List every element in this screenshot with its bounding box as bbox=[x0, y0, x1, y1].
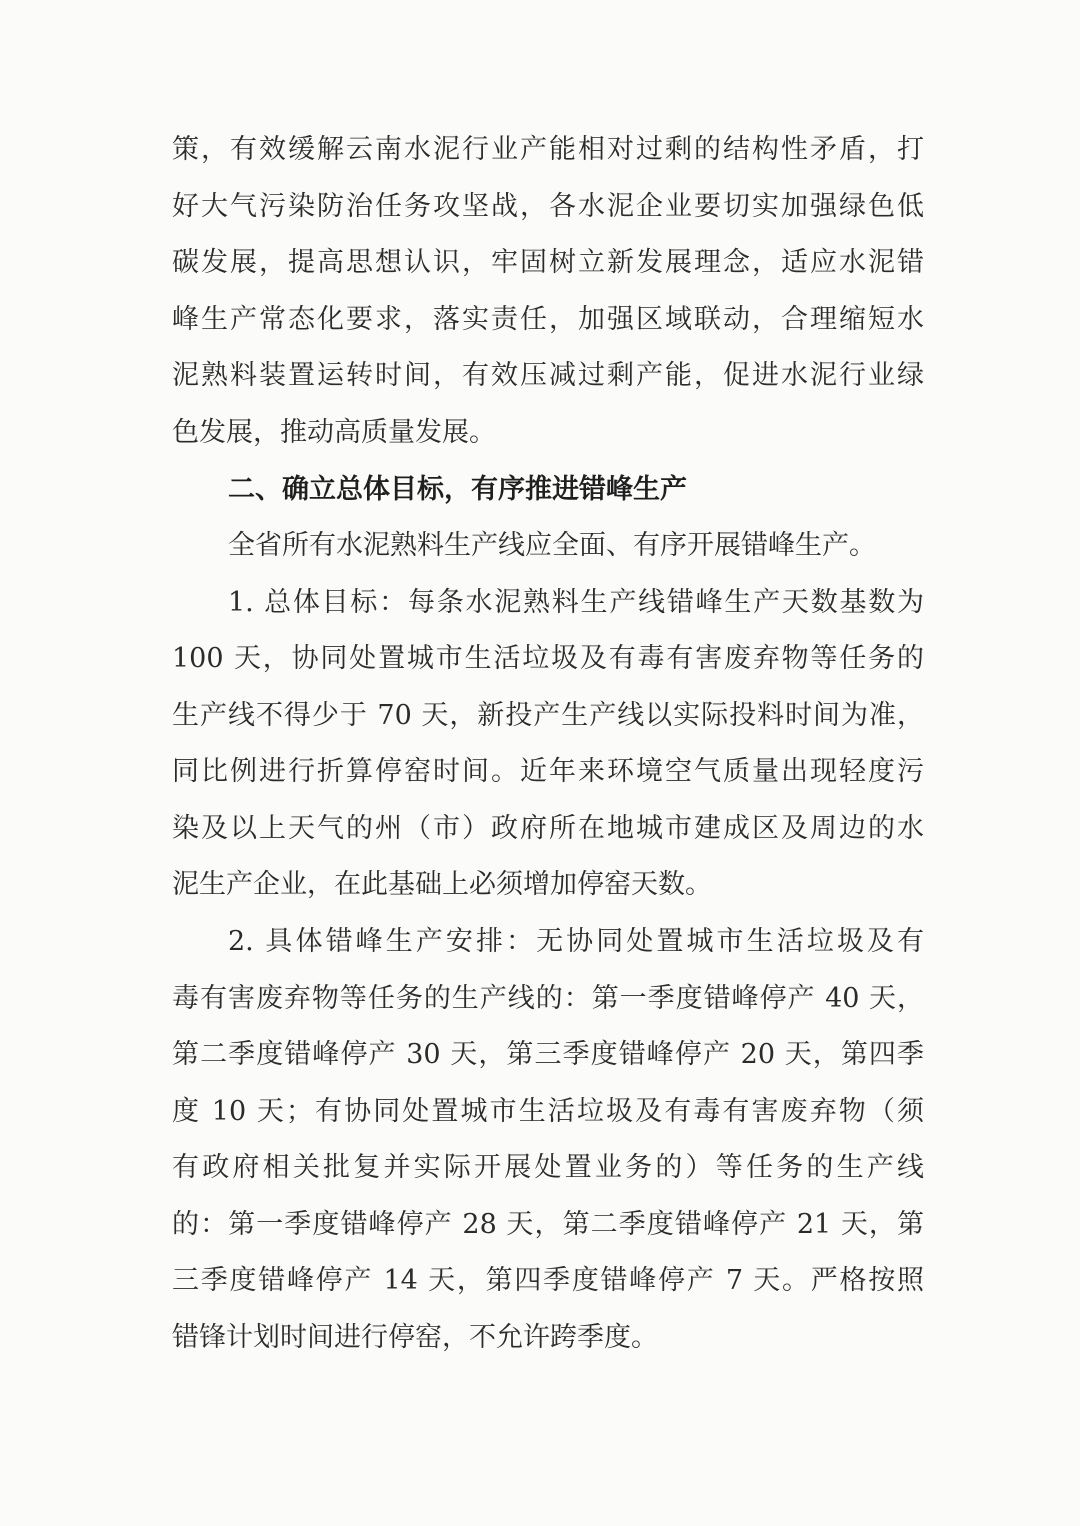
body-text-line: 错锋计划时间进行停窑，不允许跨季度。 bbox=[172, 1322, 658, 1353]
body-text-line: 有政府相关批复并实际开展处置业务的）等任务的生产线 bbox=[172, 1152, 924, 1183]
body-text-line: 泥熟料装置运转时间，有效压减过剩产能，促进水泥行业绿 bbox=[172, 360, 924, 391]
section-heading: 二、确立总体目标，有序推进错峰生产 bbox=[228, 474, 687, 505]
body-text-line: 生产线不得少于 70 天，新投产生产线以实际投料时间为准， bbox=[172, 700, 924, 731]
body-text-line: 度 10 天；有协同处置城市生活垃圾及有毒有害废弃物（须 bbox=[172, 1096, 924, 1127]
body-text-line: 泥生产企业，在此基础上必须增加停窑天数。 bbox=[172, 869, 712, 900]
body-text-line: 2. 具体错峰生产安排：无协同处置城市生活垃圾及有 bbox=[228, 926, 924, 957]
body-text-line: 染及以上天气的州（市）政府所在地城市建成区及周边的水 bbox=[172, 813, 924, 844]
body-text-line: 色发展，推动高质量发展。 bbox=[172, 417, 496, 448]
body-text-line: 碳发展，提高思想认识，牢固树立新发展理念，适应水泥错 bbox=[172, 247, 924, 278]
body-text-line: 全省所有水泥熟料生产线应全面、有序开展错峰生产。 bbox=[228, 530, 876, 561]
body-text-line: 100 天，协同处置城市生活垃圾及有毒有害废弃物等任务的 bbox=[172, 643, 924, 674]
body-text-line: 毒有害废弃物等任务的生产线的：第一季度错峰停产 40 天， bbox=[172, 983, 924, 1014]
body-text-line: 第二季度错峰停产 30 天，第三季度错峰停产 20 天，第四季 bbox=[172, 1039, 924, 1070]
body-text-line: 同比例进行折算停窑时间。近年来环境空气质量出现轻度污 bbox=[172, 756, 924, 787]
body-text-line: 1. 总体目标：每条水泥熟料生产线错峰生产天数基数为 bbox=[228, 587, 924, 618]
body-text-line: 的：第一季度错峰停产 28 天，第二季度错峰停产 21 天，第 bbox=[172, 1209, 924, 1240]
body-text-line: 好大气污染防治任务攻坚战，各水泥企业要切实加强绿色低 bbox=[172, 191, 924, 222]
body-text-line: 峰生产常态化要求，落实责任，加强区域联动，合理缩短水 bbox=[172, 304, 924, 335]
body-text-line: 三季度错峰停产 14 天，第四季度错峰停产 7 天。严格按照 bbox=[172, 1265, 924, 1296]
body-text-line: 策，有效缓解云南水泥行业产能相对过剩的结构性矛盾，打 bbox=[172, 134, 924, 165]
